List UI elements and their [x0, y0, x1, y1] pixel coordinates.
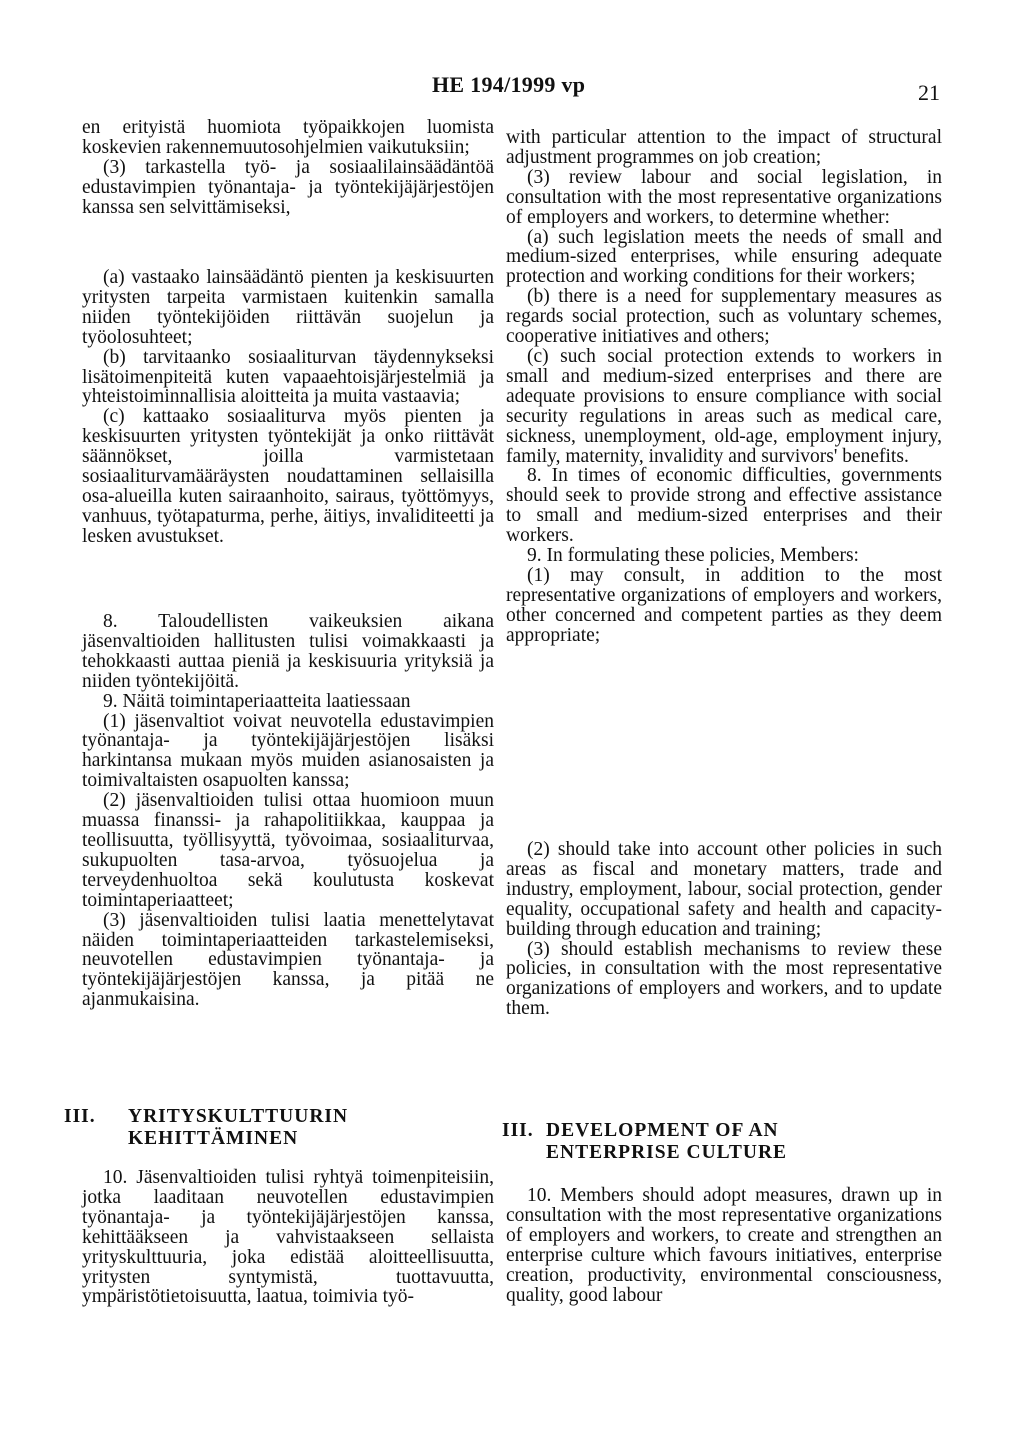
en-item-c: (c) such social protection extends to workers in small and medium-sized enterprises and there are adequate provisions to ensure compliance with social security regulations in areas such as medical care, sickness, unemployment, old-age, employment injury, family, maternity, invalidity and survivors' benefits. — [506, 345, 942, 467]
fi-item-9-2: (2) jäsenvaltioiden tulisi ottaa huomioon muun muassa finanssi- ja rahapolitiikkaa, kauppaa ja teollisuutta, työllisyyttä, työvoimaa, sosiaaliturvaa, sukupuolten tasa-arvoa, työsuojelua ja terveydenhuoltoa sekä koulutusta koskevat toimintaperiaatteet; — [82, 790, 494, 911]
fi-section-1 — [82, 118, 494, 218]
en-section-3 — [506, 1186, 942, 1305]
page-number: 21 — [918, 80, 940, 105]
fi-item-10: 10. Jäsenvaltioiden tulisi ryhtyä toimenpiteisiin, jotka laaditaan neuvotellen edustavimpien työnantaja- ja työntekijäjärjestöjen kanssa, kehittääkseen ja vahvistaakseen sellaista yrityskulttuuria, joka edistää aloitteellisuutta, yritysten syntymistä, tuottavuutta, ympäristötietoisuutta, laatua, toimivia työ- — [82, 1167, 494, 1308]
en-section-2 — [506, 840, 942, 1019]
fi-section-2 — [82, 268, 494, 547]
en-item-b: (b) there is a need for supplementary measures as regards social protection, such as voluntary schemes, cooperative initiatives and others; — [506, 286, 942, 348]
fi-item-3: (3) tarkastella työ- ja sosiaalilainsäädäntöä edustavimpien työnantaja- ja työntekijäjärjestöjen kanssa sen selvittämiseksi, — [82, 156, 494, 218]
en-heading-line-1: DEVELOPMENT OF AN — [546, 1120, 779, 1141]
en-item-9: 9. In formulating these policies, Members: — [527, 545, 859, 567]
fi-heading-number: III. — [64, 1106, 96, 1127]
fi-item-a: (a) vastaako lainsäädäntö pienten ja keskisuurten yritysten tarpeita varmistaen kuitenkin samalla niiden työntekijöiden riittävän suojelun ja työolosuhteet; — [82, 267, 494, 348]
fi-item-b: (b) tarvitaanko sosiaaliturvan täydennykseksi lisätoimenpiteitä kuten vapaaehtoisjärjestelmiä ja yhteistoiminnallisia aloitteita ja muita vastaavia; — [82, 346, 494, 408]
en-item-9-3: (3) should establish mechanisms to review these policies, in consultation with the most representative organizations of employers and workers, and to update them. — [506, 938, 942, 1020]
page-header — [0, 72, 1024, 106]
en-heading-line-2: ENTERPRISE CULTURE — [546, 1142, 788, 1163]
document-title: HE 194/1999 vp — [432, 72, 586, 97]
fi-heading-3 — [64, 1106, 348, 1150]
en-item-a: (a) such legislation meets the needs of small and medium-sized enterprises, while ensuring adequate protection and working conditions for their workers; — [506, 226, 942, 288]
fi-item-9: 9. Näitä toimintaperiaatteita laatiessaan — [103, 690, 411, 712]
fi-section-4 — [82, 1168, 494, 1307]
fi-item-9-3: (3) jäsenvaltioiden tulisi laatia menettelytavat näiden toimintaperiaatteiden tarkastelemiseksi, neuvotellen edustavimpien työnantaja- ja työntekijäjärjestöjen kanssa, ja pitää ne ajanmukaisina. — [82, 909, 494, 1011]
en-heading-number: III. — [502, 1120, 534, 1141]
fi-heading-line-2: KEHITTÄMINEN — [128, 1128, 299, 1149]
fi-item-8: 8. Taloudellisten vaikeuksien aikana jäsenvaltioiden hallitusten tulisi voimakkaasti ja tehokkaasti auttaa pieniä ja keskisuuria yrityksiä ja niiden työntekijöitä. — [82, 611, 494, 692]
fi-item-9-1: (1) jäsenvaltiot voivat neuvotella edustavimpien työnantaja- ja työntekijäjärjestöjen lisäksi harkintansa mukaan myös muiden asianosaisten ja toimivaltaisten osapuolten kanssa; — [82, 710, 494, 792]
fi-item-c: (c) kattaako sosiaaliturva myös pienten ja keskisuurten yritysten työntekijät ja onko riittävät säännökset, joilla varmistetaan sosiaaliturvamääräysten noudattaminen sellaisilla osa-alueilla kuten sairaanhoito, sairaus, työttömyys, vanhuus, työtapaturma, perhe, äitiys, invaliditeetti ja lesken avustukset. — [82, 406, 494, 547]
en-paragraph-continuation: with particular attention to the impact of structural adjustment programmes on job creation; — [506, 127, 942, 168]
fi-heading-line-1: YRITYSKULTTUURIN — [128, 1106, 349, 1127]
fi-paragraph-continuation: en erityistä huomiota työpaikkojen luomista koskevien rakennemuutosohjelmien vaikutuksiin; — [82, 117, 494, 158]
en-section-1 — [506, 128, 942, 646]
en-item-9-2: (2) should take into account other policies in such areas as fiscal and monetary matters, trade and industry, employment, labour, social protection, gender equality, occupational safety and health and capacity-building through education and training; — [506, 839, 942, 940]
en-item-10: 10. Members should adopt measures, drawn up in consultation with the most representative organizations of employers and workers, to create and strengthen an enterprise culture which favours initiatives, enterprise creation, productivity, environmental consciousness, quality, good labour — [506, 1185, 942, 1306]
en-item-8: 8. In times of economic difficulties, governments should seek to provide strong and effective assistance to small and medium-sized enterprises and their workers. — [506, 465, 942, 547]
en-item-9-1: (1) may consult, in addition to the most representative organizations of employers and workers, other concerned and competent parties as they deem appropriate; — [506, 564, 942, 646]
en-item-3: (3) review labour and social legislation, in consultation with the most representative organizations of employers and workers, to determine whether: — [506, 166, 942, 228]
en-heading-3 — [502, 1120, 787, 1164]
fi-section-3 — [82, 612, 494, 1010]
